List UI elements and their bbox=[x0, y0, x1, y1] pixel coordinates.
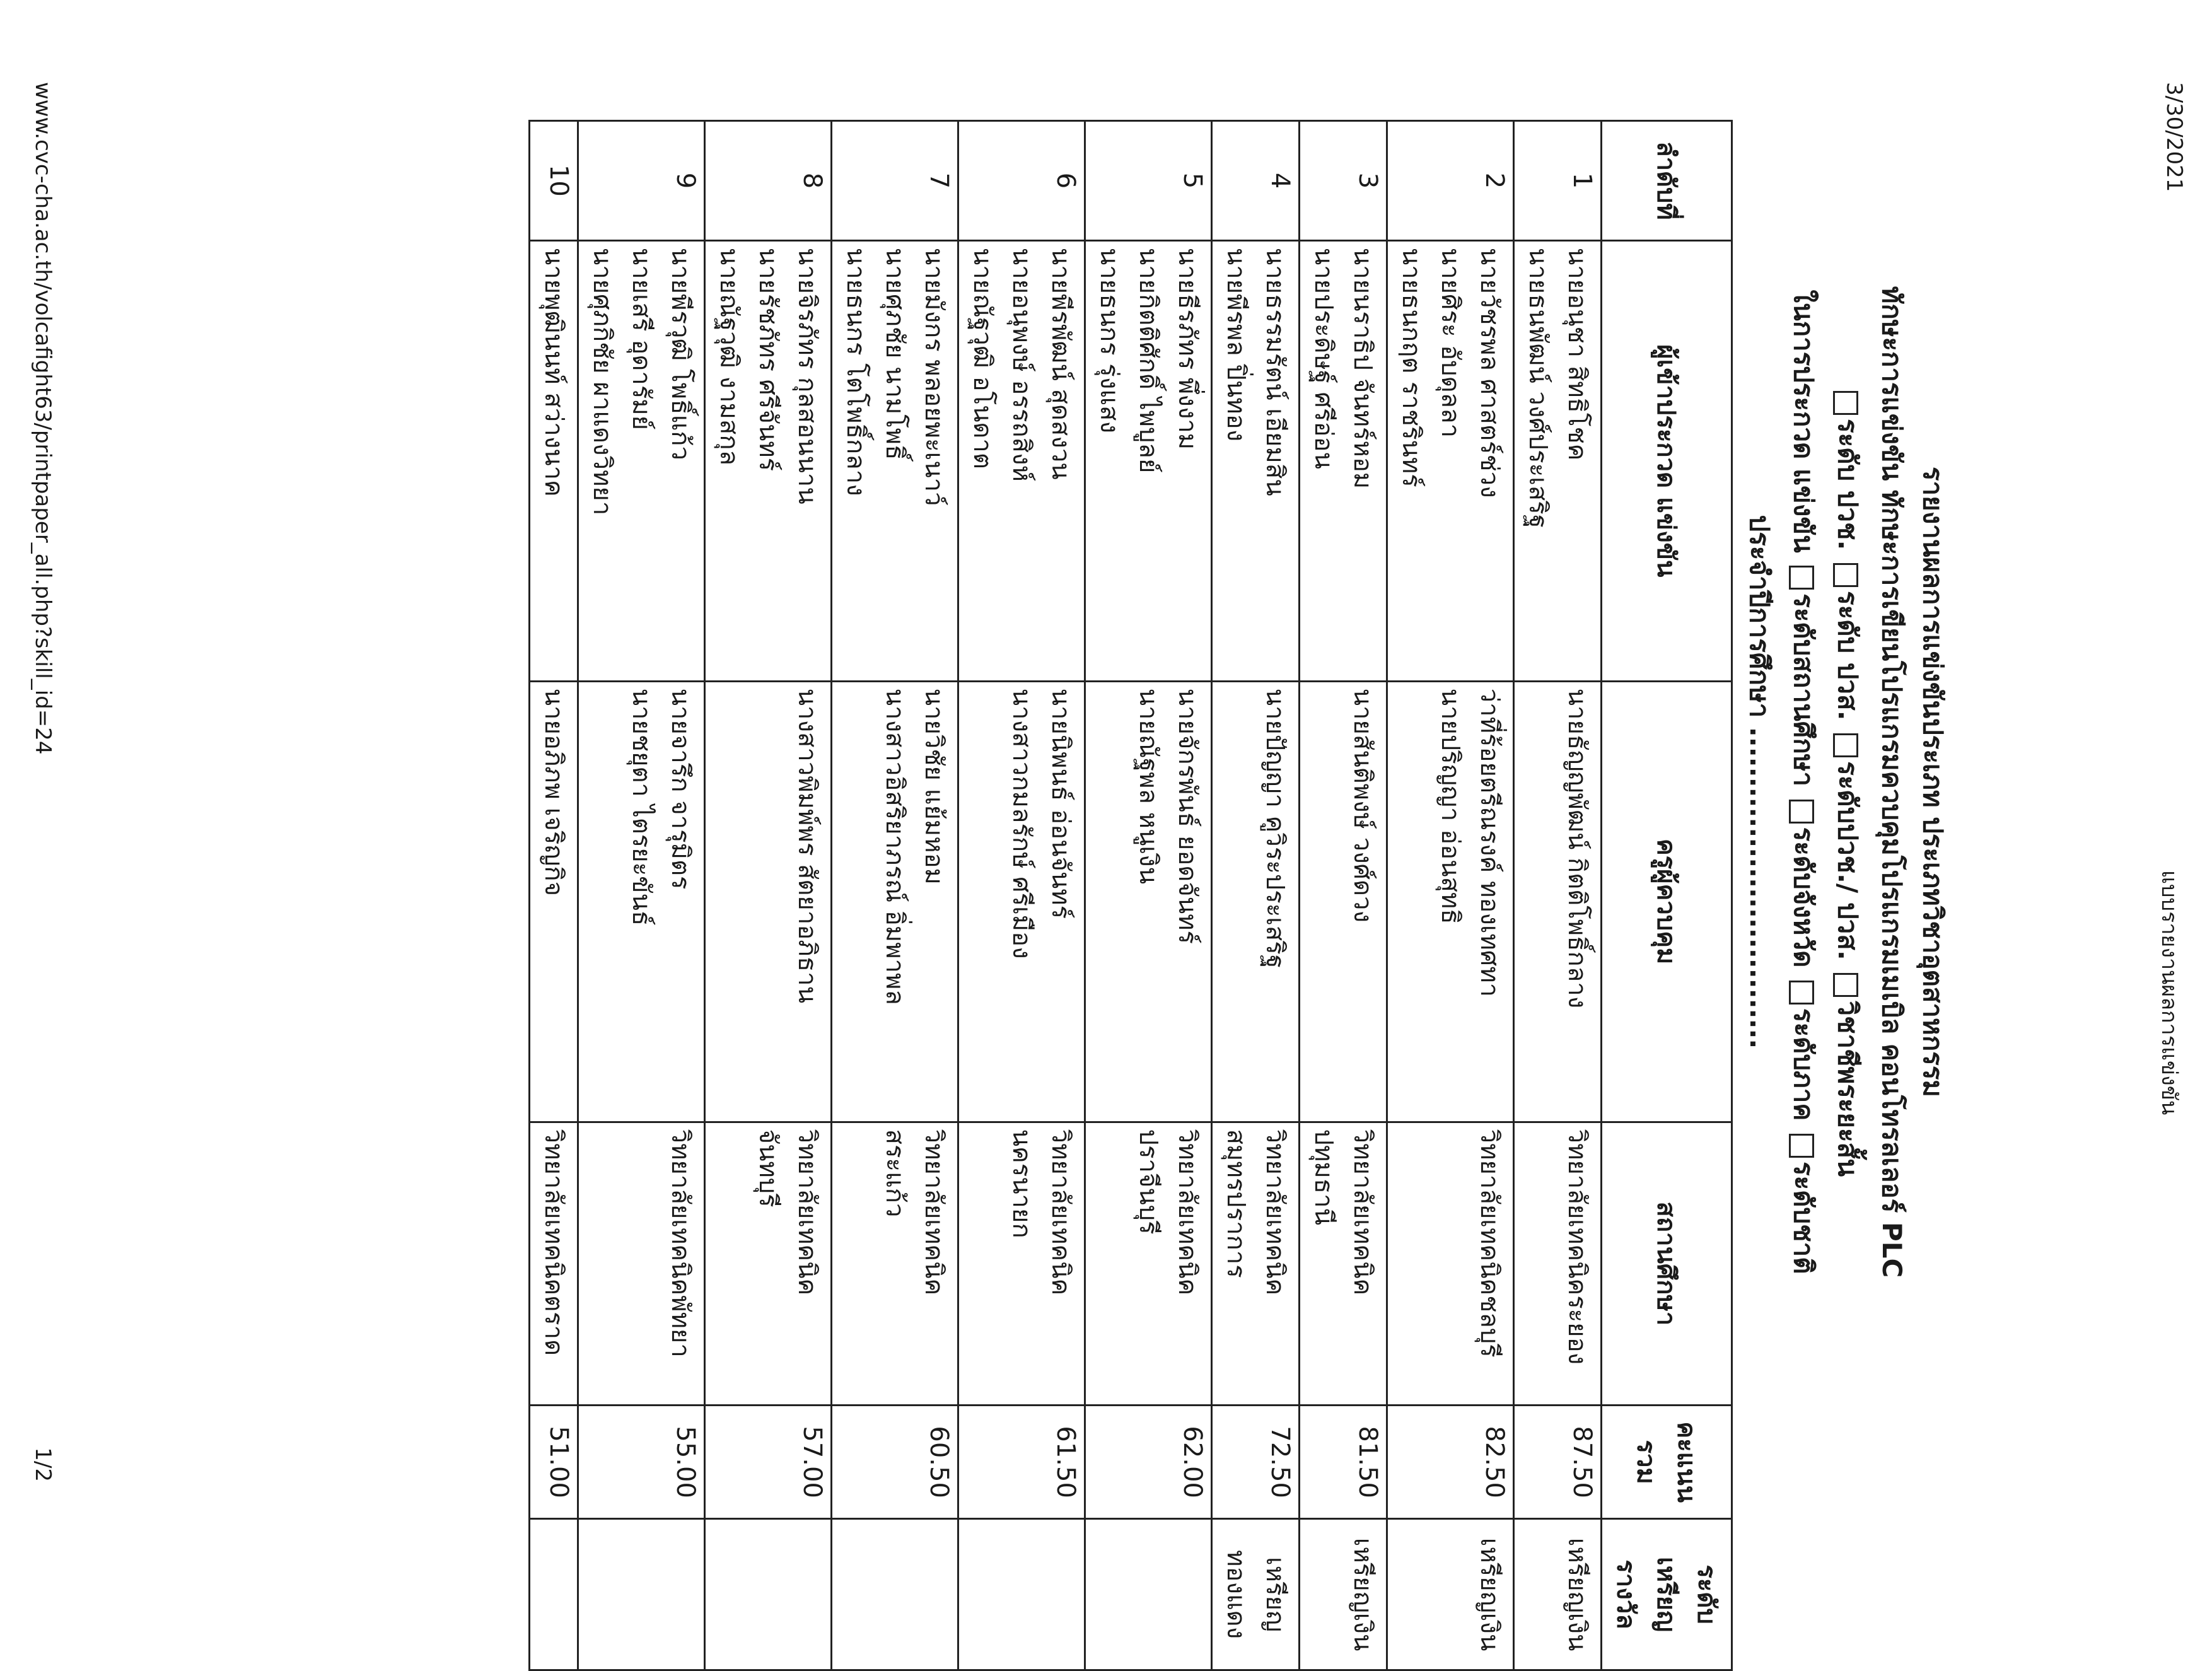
cell-award bbox=[578, 1519, 705, 1670]
checkbox-icon bbox=[1790, 981, 1815, 1004]
cell-teachers-line: นายชยุตา ไตรยะขันธ์ bbox=[627, 688, 656, 926]
cell-contestants-line: นายนราธิป จันทร์หอม bbox=[1348, 247, 1377, 489]
cell-contestants-line: นายศิระ อับดุลลา bbox=[1436, 247, 1465, 438]
cell-rank: 9 bbox=[578, 121, 705, 241]
table-row bbox=[530, 121, 578, 1670]
cell-rank: 7 bbox=[832, 121, 958, 241]
cell-contestants-line: นายกิตติศักดิ์ ไพบูลย์ bbox=[1134, 247, 1163, 474]
cell-school-line: สระแก้ว bbox=[880, 1129, 909, 1218]
table-row bbox=[1300, 121, 1387, 1670]
cell-contestants bbox=[832, 240, 958, 681]
cell-teachers-line: ว่าที่ร้อยตรีณรงค์ ทองเทศทา bbox=[1475, 688, 1504, 998]
cell-award bbox=[1085, 1519, 1212, 1670]
cell-school-line: วิทยาลัยเทคนิค bbox=[1046, 1129, 1075, 1296]
cell-school bbox=[1387, 1122, 1514, 1406]
cell-teachers bbox=[832, 681, 958, 1122]
cell-score: 57.00 bbox=[705, 1406, 832, 1519]
cell-school bbox=[1300, 1122, 1387, 1406]
cell-teachers-line: นางสาวอิสริยาภรณ์ อิ่มพาพล bbox=[880, 688, 909, 1005]
cell-teachers-line: นายจักรพันธ์ ยอดจันทร์ bbox=[1173, 688, 1202, 944]
checkbox-icon bbox=[1790, 566, 1815, 590]
checkbox-icon bbox=[1834, 973, 1859, 997]
cell-school bbox=[958, 1122, 1085, 1406]
cell-school-line: วิทยาลัยเทคนิค bbox=[919, 1129, 948, 1296]
cell-teachers bbox=[578, 681, 705, 1122]
cell-teachers bbox=[530, 681, 578, 1122]
report-heading-category: รายงานผลการแข่งขันประเภท ประเภทวิชาอุตสาหกรรม bbox=[1918, 466, 1948, 1098]
cell-contestants-line: นายจิรภัทร กุลสอนนาน bbox=[793, 247, 822, 504]
cell-score: 51.00 bbox=[530, 1406, 578, 1519]
cell-contestants-line: นายพีรพล ปิ่นทอง bbox=[1221, 247, 1250, 442]
cell-award-line: เหรียญ bbox=[1260, 1557, 1289, 1633]
level-checkbox-row: ระดับ ปวช. ระดับ ปวส. ระดับปวช./ ปวส. วิชาชีพระยะสั้น bbox=[1827, 0, 1868, 1564]
cell-contestants-line: นายธนกร รุ่งแสง bbox=[1095, 247, 1124, 434]
results-table bbox=[528, 120, 1733, 1671]
cell-score: 62.00 bbox=[1085, 1406, 1212, 1519]
cell-rank: 4 bbox=[1212, 121, 1300, 241]
cell-school-line: จันทบุรี bbox=[754, 1129, 783, 1208]
cell-teachers-line: นายสันติพงษ์ วงศ์ดวง bbox=[1348, 688, 1377, 923]
cell-contestants-line: นายพุฒินนท์ สว่างนาค bbox=[539, 247, 568, 497]
cell-school-line: วิทยาลัยเทคนิคตราด bbox=[539, 1129, 568, 1356]
table-row bbox=[1514, 121, 1602, 1670]
table-header-row bbox=[1602, 121, 1732, 1670]
cell-teachers-line: นายธัญญพัฒน์ กิตติโพธิ์กลาง bbox=[1563, 688, 1592, 1009]
cell-contestants-line: นายพีรวุฒิ โพธิ์แก้ว bbox=[666, 247, 695, 460]
cell-award-line: ทองแดง bbox=[1221, 1549, 1250, 1639]
cell-teachers bbox=[1085, 681, 1212, 1122]
cell-contestants-line: นายธรรมรัตน์ เอียมสิน bbox=[1260, 247, 1289, 496]
cell-award bbox=[1387, 1519, 1514, 1670]
cell-school-line: ปราจีนบุรี bbox=[1134, 1129, 1163, 1235]
cell-school bbox=[1085, 1122, 1212, 1406]
table-row bbox=[578, 121, 705, 1670]
cell-teachers bbox=[1212, 681, 1300, 1122]
cell-teachers-line: นายปริญญา อ่อนสุทธิ bbox=[1436, 688, 1465, 924]
academic-year: ประจำปีการศึกษา ................................ bbox=[1744, 515, 1775, 1049]
cell-award-line: เหรียญเงิน bbox=[1475, 1537, 1504, 1651]
cell-school-line: วิทยาลัยเทคนิค bbox=[1348, 1129, 1377, 1296]
cell-contestants-line: นายณัฐวุฒิ งามสกุล bbox=[714, 247, 743, 466]
cell-contestants-line: นายธีรภัทร พึ่งงาม bbox=[1173, 247, 1202, 450]
table-row bbox=[832, 121, 958, 1670]
cell-contestants bbox=[958, 240, 1085, 681]
cell-score: 55.00 bbox=[578, 1406, 705, 1519]
cell-contestants bbox=[1387, 240, 1514, 681]
scope-checkbox-row: ในการประกวด แข่งขัน ระดับสถานศึกษา ระดับจังหวัด ระดับภาค ระดับชาติ bbox=[1788, 289, 1819, 1274]
cell-teachers-line: นางสาวพิมพ์พร สัตยาอภิธาน bbox=[793, 688, 822, 1003]
cell-school bbox=[530, 1122, 578, 1406]
cell-school-line: วิทยาลัยเทคนิคระยอง bbox=[1563, 1129, 1592, 1365]
checkbox-icon bbox=[1834, 733, 1859, 757]
cell-teachers-line: นายณัฐพล หนูเงิน bbox=[1134, 688, 1163, 884]
cell-contestants bbox=[1514, 240, 1602, 681]
cell-contestants-line: นายศุภกิชัย ผาแดงวิทยา bbox=[588, 247, 617, 516]
cell-rank: 3 bbox=[1300, 121, 1387, 241]
print-date: 3/30/2021 bbox=[2162, 82, 2187, 192]
cell-rank: 8 bbox=[705, 121, 832, 241]
table-row bbox=[958, 121, 1085, 1670]
cell-school-line: วิทยาลัยเทคนิคพัทยา bbox=[666, 1129, 695, 1358]
cell-teachers bbox=[958, 681, 1085, 1122]
cell-school-line: วิทยาลัยเทคนิค bbox=[793, 1129, 822, 1296]
checkbox-icon bbox=[1834, 563, 1859, 587]
cell-rank: 2 bbox=[1387, 121, 1514, 241]
cell-school bbox=[832, 1122, 958, 1406]
cell-award bbox=[832, 1519, 958, 1670]
table-row bbox=[1085, 121, 1212, 1670]
cell-contestants-line: นายธนกร โตโพธิ์กลาง bbox=[841, 247, 870, 496]
cell-rank: 6 bbox=[958, 121, 1085, 241]
table-row bbox=[1212, 121, 1300, 1670]
cell-score: 61.50 bbox=[958, 1406, 1085, 1519]
col-score: คะแนน รวม bbox=[1602, 1406, 1732, 1519]
cell-school-line: วิทยาลัยเทคนิค bbox=[1260, 1129, 1289, 1296]
cell-score: 72.50 bbox=[1212, 1406, 1300, 1519]
checkbox-icon bbox=[1790, 1134, 1815, 1158]
cell-school-line: วิทยาลัยเทคนิคชลบุรี bbox=[1475, 1129, 1504, 1358]
cell-school-line: วิทยาลัยเทคนิค bbox=[1173, 1129, 1202, 1296]
cell-school bbox=[1212, 1122, 1300, 1406]
cell-school-line: นครนายก bbox=[1007, 1129, 1036, 1238]
col-school: สถานศึกษา bbox=[1602, 1122, 1732, 1406]
cell-award-line: เหรียญเงิน bbox=[1348, 1537, 1377, 1651]
cell-school bbox=[705, 1122, 832, 1406]
cell-score: 87.50 bbox=[1514, 1406, 1602, 1519]
cell-teachers bbox=[1300, 681, 1387, 1122]
cell-rank: 10 bbox=[530, 121, 578, 241]
cell-teachers bbox=[1387, 681, 1514, 1122]
cell-contestants-line: นายวัชรพล ศาสตร์ช่วง bbox=[1475, 247, 1504, 498]
cell-teachers-line: นายวิชัย แย้มหอม bbox=[919, 688, 948, 885]
col-rank: ลำดับที่ bbox=[1602, 121, 1732, 241]
cell-school bbox=[1514, 1122, 1602, 1406]
col-award: ระดับ เหรียญรางวัล bbox=[1602, 1519, 1732, 1670]
checkbox-icon bbox=[1834, 391, 1859, 415]
cell-contestants-line: นายมังกร พลอยพะเนาว์ bbox=[919, 247, 948, 506]
cell-score: 81.50 bbox=[1300, 1406, 1387, 1519]
cell-contestants-line: นายธนกฤต ราชรินทร์ bbox=[1397, 247, 1426, 487]
cell-contestants bbox=[1212, 240, 1300, 681]
cell-award bbox=[958, 1519, 1085, 1670]
cell-rank: 1 bbox=[1514, 121, 1602, 241]
cell-teachers bbox=[1514, 681, 1602, 1122]
cell-contestants-line: นายณัฐวุฒิ อโนดาต bbox=[968, 247, 997, 469]
cell-teachers-line: นายนิพนธ์ อ่อนจันทร์ bbox=[1046, 688, 1075, 919]
col-contestants: ผู้เข้าประกวด แข่งขัน bbox=[1602, 240, 1732, 681]
source-url: www.cvc-cha.ac.th/volcafight63/printpaper_all.php?skill_id=24 bbox=[30, 82, 55, 755]
cell-contestants-line: นายรัชภัทร ศรีจันทร์ bbox=[754, 247, 783, 472]
form-title: แบบรายงานผลการแข่งขัน bbox=[2157, 870, 2182, 1115]
cell-contestants-line: นายอนุชา สิทธิโชค bbox=[1563, 247, 1592, 461]
cell-award bbox=[705, 1519, 832, 1670]
cell-teachers-line: นายปัญญา คูวิระประเสริฐ bbox=[1260, 688, 1289, 969]
cell-contestants bbox=[705, 240, 832, 681]
cell-contestants bbox=[1300, 240, 1387, 681]
cell-school-line: ปทุมธานี bbox=[1309, 1129, 1338, 1225]
cell-contestants bbox=[1085, 240, 1212, 681]
cell-award bbox=[1514, 1519, 1602, 1670]
cell-teachers-line: นายจารึก จารุมิตร bbox=[666, 688, 695, 890]
cell-teachers-line: นายอภิภพ เจริญกิจ bbox=[539, 688, 568, 897]
checkbox-icon bbox=[1790, 800, 1815, 824]
cell-contestants-line: นายศุภชัย นามโพธิ์ bbox=[880, 247, 909, 460]
cell-teachers bbox=[705, 681, 832, 1122]
cell-contestants-line: นายธนพัฒน์ วงศ์ประเสริฐ bbox=[1523, 247, 1552, 528]
cell-contestants-line: นายอนุพงษ์ อรรถสิงห์ bbox=[1007, 247, 1036, 482]
cell-school-line: สมุทรปราการ bbox=[1221, 1129, 1250, 1278]
cell-score: 60.50 bbox=[832, 1406, 958, 1519]
table-row bbox=[1387, 121, 1514, 1670]
report-heading-skill: ทักษะการแข่งขัน ทักษะการเขียนโปรแกรมควบคุมโปรแกรมเมเบิล คอนโทรลเลอร์ PLC bbox=[1877, 286, 1907, 1278]
cell-contestants bbox=[530, 240, 578, 681]
cell-award-line: เหรียญเงิน bbox=[1563, 1537, 1592, 1651]
cell-rank: 5 bbox=[1085, 121, 1212, 241]
cell-contestants-line: นายพีรพัฒน์ สุดสงวน bbox=[1046, 247, 1075, 480]
cell-contestants-line: นายประดิษฐ์ ศรีอ่อน bbox=[1309, 247, 1338, 469]
cell-award bbox=[1212, 1519, 1300, 1670]
page-number: 1/2 bbox=[30, 1447, 55, 1482]
cell-school bbox=[578, 1122, 705, 1406]
cell-contestants-line: นายเสรี อุดารัมย์ bbox=[627, 247, 656, 431]
cell-teachers-line: นางสาวกมลรักษ์ ศรีเมือง bbox=[1007, 688, 1036, 959]
col-teachers: ครูผู้ควบคุม bbox=[1602, 681, 1732, 1122]
cell-award bbox=[530, 1519, 578, 1670]
cell-contestants bbox=[578, 240, 705, 681]
cell-award bbox=[1300, 1519, 1387, 1670]
table-row bbox=[705, 121, 832, 1670]
cell-score: 82.50 bbox=[1387, 1406, 1514, 1519]
